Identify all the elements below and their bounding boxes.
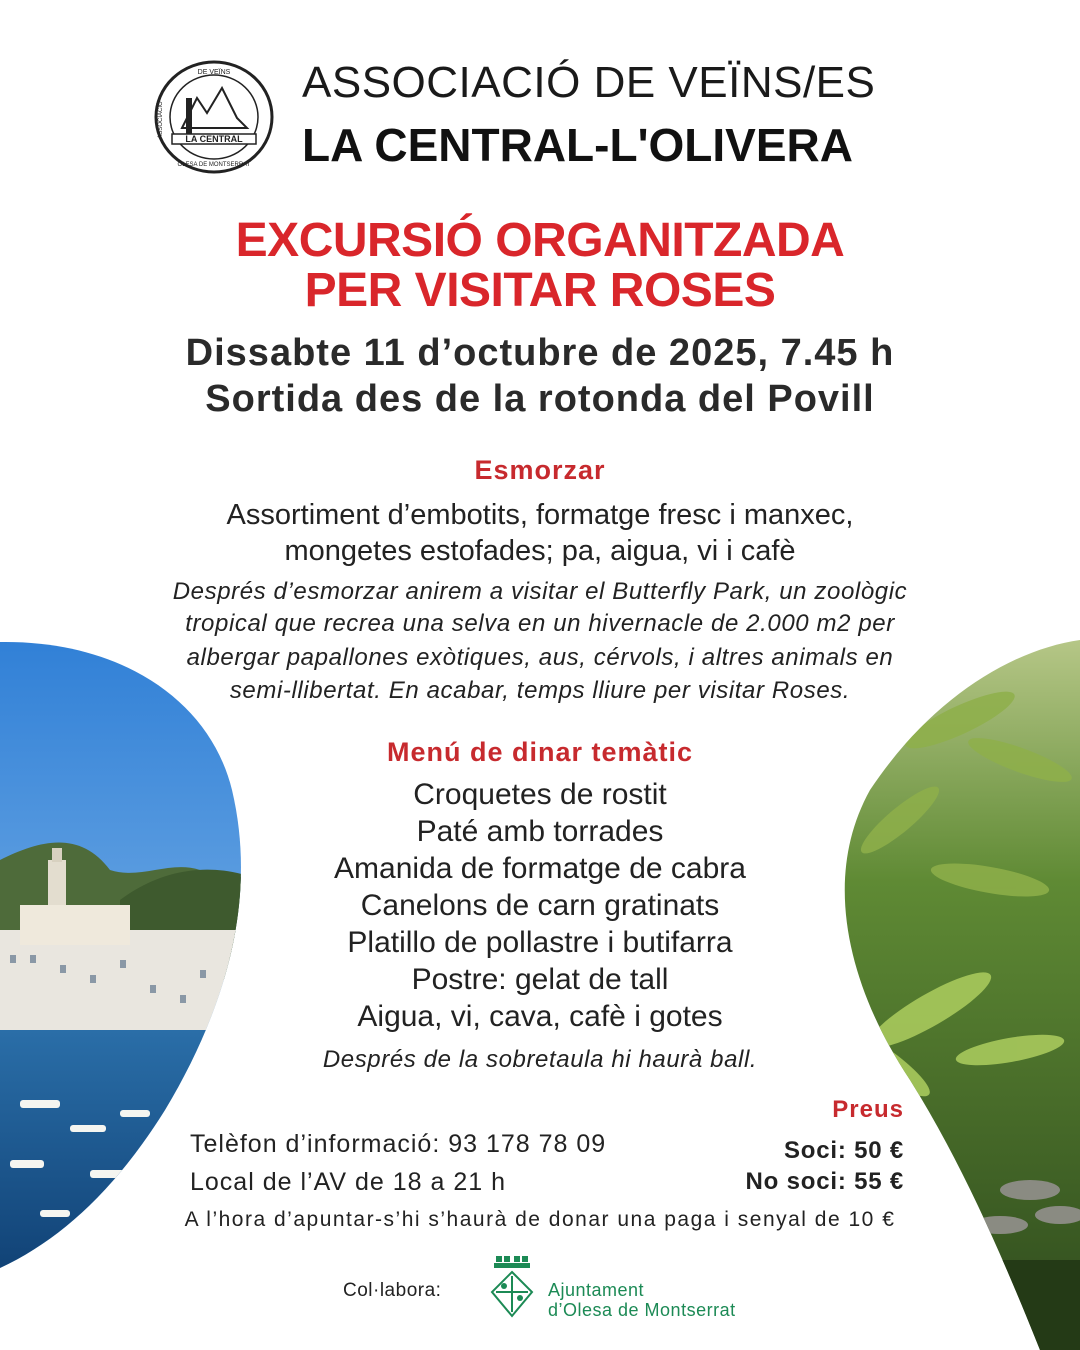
event-date-time: Dissabte 11 d’octubre de 2025, 7.45 h bbox=[185, 332, 895, 374]
visit-description-line1: Després d’esmorzar anirem a visitar el Butterfly Park, un zoològic bbox=[172, 578, 908, 605]
breakfast-line2: mongetes estofades; pa, aigua, vi i cafè bbox=[284, 535, 796, 567]
association-logo bbox=[152, 58, 276, 176]
deposit-note: A l’hora d’apuntar-s’hi s’haurà de donar una paga i senyal de 10 € bbox=[184, 1208, 896, 1231]
visit-description-line2: tropical que recrea una selva en un hivernacle de 2.000 m2 per bbox=[185, 610, 895, 637]
svg-text:ASSOCIACIÓ: ASSOCIACIÓ bbox=[158, 101, 164, 139]
sponsor-name-line1: Ajuntament bbox=[548, 1280, 645, 1300]
menu-item: Canelons de carn gratinats bbox=[360, 889, 720, 922]
price-member: Soci: 50 € bbox=[783, 1137, 904, 1164]
breakfast-heading: Esmorzar bbox=[474, 455, 606, 485]
association-name-line1: ASSOCIACIÓ DE VEÏNS/ES bbox=[302, 58, 876, 107]
price-non-member: No soci: 55 € bbox=[745, 1168, 904, 1195]
svg-text:OLESA DE MONTSERRAT: OLESA DE MONTSERRAT bbox=[177, 162, 251, 168]
visit-description-line3: albergar papallones exòtiques, aus, cérvols, i altres animals en bbox=[186, 644, 894, 671]
svg-text:LA CENTRAL: LA CENTRAL bbox=[185, 134, 243, 144]
collaboration-label: Col·labora: bbox=[343, 1280, 442, 1301]
menu-item: Croquetes de rostit bbox=[413, 778, 667, 811]
menu-item: Postre: gelat de tall bbox=[411, 963, 669, 996]
info-local-hours: Local de l’AV de 18 a 21 h bbox=[190, 1168, 507, 1196]
town-hall-crest-icon bbox=[488, 1254, 536, 1320]
lunch-menu-list bbox=[0, 776, 1080, 1035]
info-phone: Telèfon d’informació: 93 178 78 09 bbox=[190, 1130, 607, 1158]
event-departure: Sortida des de la rotonda del Povill bbox=[205, 378, 875, 420]
menu-item: Aigua, vi, cava, cafè i gotes bbox=[357, 1000, 723, 1033]
prices-heading: Preus bbox=[832, 1096, 904, 1123]
svg-text:DE VEÏNS: DE VEÏNS bbox=[197, 69, 231, 76]
association-name-line2: LA CENTRAL-L'OLIVERA bbox=[302, 119, 853, 171]
event-title-line2: PER VISITAR ROSES bbox=[304, 264, 776, 317]
visit-description-line4: semi-llibertat. En acabar, temps lliure per visitar Roses. bbox=[229, 677, 851, 704]
menu-item: Amanida de formatge de cabra bbox=[334, 852, 746, 885]
menu-item: Paté amb torrades bbox=[416, 815, 664, 848]
dance-note: Després de la sobretaula hi haurà ball. bbox=[322, 1046, 758, 1073]
event-title-line1: EXCURSIÓ ORGANITZADA bbox=[235, 214, 845, 267]
sponsor-name-line2: d’Olesa de Montserrat bbox=[548, 1300, 736, 1320]
lunch-menu-heading: Menú de dinar temàtic bbox=[386, 737, 694, 767]
menu-item: Platillo de pollastre i butifarra bbox=[347, 926, 733, 959]
breakfast-line1: Assortiment d’embotits, formatge fresc i manxec, bbox=[226, 499, 854, 531]
